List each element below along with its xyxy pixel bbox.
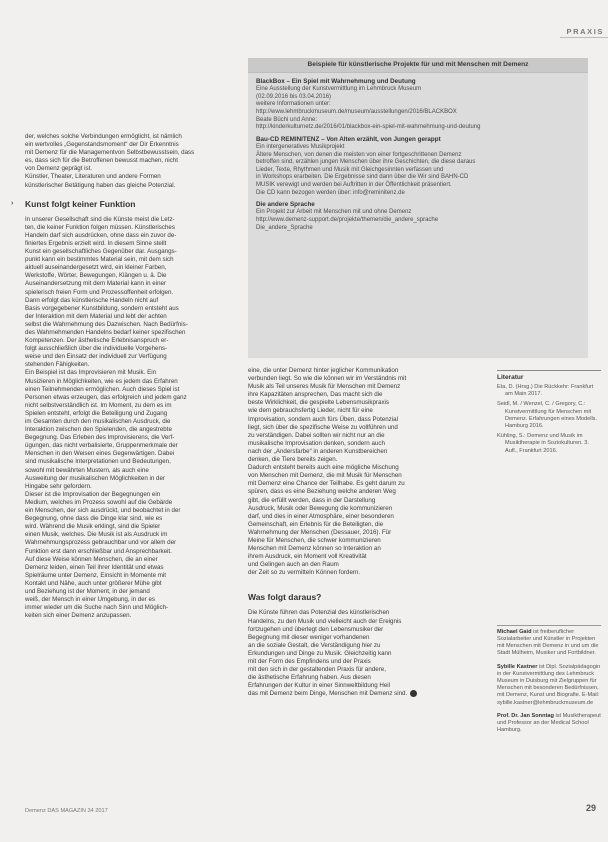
text-line: Medium, welches im Prozess sowohl auf die Gebärde	[25, 498, 173, 506]
text-line: es, dass sich für die Betroffenen bewusst machen, nicht	[25, 157, 178, 165]
author-text: ist Musiktherapeut und Professor an der Medical School Hamburg.	[497, 712, 601, 734]
text-line: des Wahrnehmenden Handelns bedarf keiner spezifischen	[25, 328, 186, 336]
text-line: finiertes Ergebnis erzielt wird. In diesem Sinne stellt	[25, 239, 167, 247]
text-line: spüren, dass es eine Beziehung welche anderen Weg	[248, 488, 396, 496]
text-line: Ausweitung der musikalischen Möglichkeiten in der	[25, 474, 165, 482]
example-item-line: http://www.lehmbruckmuseum.de/museum/ausstellungen/2016/BLACKBOX	[256, 108, 457, 115]
section-heading-text: Kunst folgt keiner Funktion	[25, 198, 136, 209]
text-line: eine, die unter Demenz hinter jeglicher Kommunikation	[248, 367, 399, 374]
text-line: Werkstoffe, Wörter, Bewegungen, Klängen u. ä. Die	[25, 272, 167, 280]
text-line: einen Teilnehmenden ermöglichen. Auch dieses Spiel ist	[25, 385, 180, 393]
text-line: ihrem Ausdruck, ein Moment voll Kreativität	[248, 553, 367, 561]
text-line: mit den sich in der gestaltenden Praxis für andere,	[248, 666, 386, 674]
text-line: immer wieder um die Suche nach Sinn und Möglich-	[25, 604, 169, 612]
text-line: Erfahrungen der Kultur in einer Sinnweltbildung Heil	[248, 682, 391, 690]
examples-box-title: Beispiele für künstlerische Projekte für und mit Menschen mit Demenz	[248, 58, 588, 73]
text-line: Meine für Menschen, die schwer kommunizieren	[248, 536, 381, 544]
text-line: Gemeinschaft, ein Erlebnis für die Beteiligten, die	[248, 520, 384, 528]
literature-item: Kühling, S.: Demenz und Musik im Musiktherapie in Soziokulturen. 3. Aufl., Frankfurt 2016.	[497, 433, 589, 454]
example-item-line: betroffen sind, erzählen jungen Menschen über ihre Geschichten, die diese daraus	[256, 159, 476, 166]
example-item-line: Beate Büchi und Anne:	[256, 116, 318, 123]
literature-item: Seidl, M. / Wenzel, C. / Gregory, C.: Kunstvermittlung für Menschen mit Demenz. Erfahrungen eines Modells. Hamburg 2016.	[497, 401, 598, 430]
example-item	[256, 136, 580, 197]
text-line: ihre Kapazitäten ansprechen, Das macht sich die	[248, 391, 383, 399]
left-column	[11, 133, 241, 620]
example-item-line: Ein Projekt zur Arbeit mit Menschen mit und ohne Demenz	[256, 209, 412, 216]
text-line: Demenz leiden, einen Teil ihrer Identität und etwas	[25, 563, 164, 571]
author-bio	[497, 713, 601, 735]
text-line: und Beziehung ist der Moment, in der jemand	[25, 587, 150, 595]
examples-box	[248, 58, 588, 358]
example-item-title: BlackBox – Ein Spiel mit Wahrnehmung und Deutung	[256, 78, 416, 85]
text-line: Handeln darf sich ausdrücken, ohne dass ein zuvor de-	[25, 231, 177, 239]
text-line: Spielräume unter Demenz, Einsicht in Momente mit	[25, 571, 166, 579]
text-line: ein Menschen, der sich ausdrückt, und beobachtet in der	[25, 507, 181, 515]
text-line: Wahrnehmung der Menschen (Dessauer, 2016). Für	[248, 528, 392, 536]
text-line: Kompetenzen. Der ästhetische Erlebnisanspruch er-	[25, 337, 169, 345]
text-line: Handelns, zu den Musik und vielleicht auch der Ereignis	[248, 617, 402, 625]
text-line: und Gelingen auch an den Raum	[248, 561, 339, 569]
example-item-line: (02.09.2016 bis 03.04.2016)	[256, 93, 332, 100]
text-line: der, welches solche Verbindungen ermöglicht, ist nämlich	[25, 133, 182, 140]
text-line: keiten sich einer Demenz anzupassen.	[25, 612, 132, 620]
text-line: an die soziale Gestalt, die Verständigung hier zu	[248, 641, 381, 649]
text-line: beste Wirklichkeit, die gespielte Lebensmusikpraxis	[248, 399, 390, 407]
text-line: künstlerischer Betätigung haben das gleiche Potenzial.	[25, 181, 176, 189]
text-line: gibt, die erfüllt werden, dass in der Darstellung	[248, 496, 376, 504]
text-line: punkt kann ein bestimmtes Material sein, mit dem sich	[25, 256, 174, 264]
text-line: sind musikalische Interpretationen und Bedeutungen,	[25, 458, 171, 466]
example-item-line: Ein intergeneratives Musikprojekt	[256, 143, 345, 150]
literature-item: Eta, D. (Hrsg.) Die Rückkehr: Frankfurt am Main 2017.	[497, 384, 594, 398]
text-line: von Menschen mit Demenz, die mit Musik für Menschen	[248, 472, 402, 480]
text-line: mit der Form des Empfindens und der Praxis	[248, 658, 371, 665]
author-bio	[497, 629, 601, 658]
text-line: mit Demenz eine Chance der Teilhabe. Es geht darum zu	[248, 480, 405, 488]
author-text: ist Dipl. Sozialpädagogin in der Kunstvermittlung des Lehmbruck Museum in Duisburg mit Zielgruppen für Menschen mit besonderen Bedürfnissen, mit Demenz, Kunst und Biografie. E-Mail: sybille.kastner@lehmbruckmuseum.de	[497, 663, 601, 706]
text-line: denken, die Tiere bereits zeigen.	[248, 456, 338, 464]
section-heading-kunst	[11, 198, 241, 210]
text-line: weise und den Einsatz der individuell zur Verfügung	[25, 353, 167, 361]
text-line: einen Musik, welches. Die Musik ist als Ausdruck im	[25, 531, 168, 539]
text-line: Funktion erst dann erschließbar und Ansprechbarkeit.	[25, 547, 172, 555]
examples-box-body	[248, 73, 588, 232]
text-line: aktuell auseinandergesetzt wird, ein kleiner Farben,	[25, 264, 167, 272]
example-item-line: Lieder, Texte, Rhythmen und Musik mit Gleichgesinnten verfassen und	[256, 166, 444, 173]
author-list	[497, 625, 601, 735]
text-line: musikalische Improvisation denken, sondern auch	[248, 439, 385, 447]
author-name: Sybille Kastner	[497, 663, 538, 670]
text-line: wie dem gebrauchsfertig Lieder, nicht für eine	[248, 407, 373, 415]
literature-list	[497, 384, 601, 455]
example-item	[256, 78, 580, 132]
text-line: Musik als Teil unseres Musik für Menschen mit Demenz	[248, 383, 401, 391]
text-line: liegt, sich über die spezifische Weise zu vollführen und	[248, 423, 398, 431]
text-line: der Zeit so zu vermitteln Können fordern.	[248, 569, 361, 577]
text-line: Improvisation, sondern auch fürs Üben, dass Potenzial	[248, 415, 398, 423]
text-line: Basis vorgegebener Kunstbildung, sondern entsteht aus	[25, 304, 179, 312]
text-line: sowohl mit bewährten Mustern, als auch eine	[25, 466, 149, 474]
text-line: Musizieren in Möglichkeiten, wie es jedem das Erfahren	[25, 377, 178, 385]
text-line: Kunst ein gesellschaftliches Gegenüber dar. Ausgangs-	[25, 248, 177, 256]
text-line: Begegnung. Das Erleben des Improvisierens, die Verf-	[25, 434, 175, 442]
text-line: stehenden Fähigkeiten.	[25, 361, 90, 369]
section-heading-was-folgt: Was folgt daraus?	[248, 592, 322, 603]
text-line: Hingabe sehr gefordern.	[25, 482, 92, 490]
text-line: Interaktion zwischen den Spielenden, die angestrebte	[25, 426, 172, 434]
author-bio	[497, 664, 601, 707]
page-number: 29	[586, 803, 597, 813]
text-line: Personen etwas erzeugen, das erfolgreich und jedem ganz	[25, 393, 187, 401]
footer-publication: Demenz DAS MAGAZIN 34 2017	[25, 808, 108, 814]
text-line: Dann erfolgt das künstlerische Handeln nicht auf	[25, 296, 159, 304]
text-line: Ausdruck, Musik oder Bewegung die kommunizieren	[248, 504, 393, 512]
text-line: darf, und dies in einer Atmosphäre, einer besonderen	[248, 512, 394, 520]
text-line: In unserer Gesellschaft sind die Künste meist die Letz-	[25, 215, 175, 223]
example-item-line: Die CD kann bezogen werden über: info@reminitenz.de	[256, 189, 405, 196]
author-name: Prof. Dr. Jan Sonntag	[497, 712, 554, 719]
example-item-title: Die andere Sprache	[256, 201, 315, 209]
text-line: Ein Beispiel ist das Improvisieren mit Musik. Ein	[25, 369, 157, 377]
text-line: Spielen entsteht, erfolgt die Beteiligung und Zugang	[25, 409, 168, 417]
example-item	[256, 201, 580, 232]
text-line: das mit Demenz beim Dinge, Menschen mit Demenz sind.	[248, 690, 490, 698]
text-line: ein wertvolles „Gegenstandsmoment“ der Dir Erkenntnis	[25, 141, 179, 149]
article-end-icon	[410, 690, 417, 697]
text-line: selbst die Wahrnehmung des Dazwischen. Nach Bedürfnis-	[25, 320, 188, 328]
section-rule	[560, 37, 608, 38]
text-line: ügungen, das nicht verbalisierte, Gruppenmerkmale der	[25, 442, 178, 450]
author-name: Michael Gaid	[497, 628, 532, 635]
example-item-line: http://kinderkulturnetz.de/2016/01/blackbox-ein-spiel-mit-wahrnehmung-und-deutung	[256, 124, 481, 131]
text-line: Menschen in den Weisen eines Gegenwärtigen. Dabei	[25, 450, 175, 458]
text-line: Begegnung mit dieser weniger vorhandenen	[248, 633, 370, 641]
text-line: Menschen mit Demenz können so Interaktion an	[248, 545, 381, 553]
text-line: im Gesamten durch den musikalischen Ausdruck, die	[25, 418, 171, 425]
text-line: Erkundungen und Dinge zu Musik. Gleichzeitig kann	[248, 649, 392, 657]
text-line: weiß, der Mensch in einer Umgebung, in der es	[25, 596, 156, 604]
example-item-line: in Workshops erarbeiten. Die Ergebnisse sind dann über die Wir sind BAHN-CD	[256, 174, 469, 181]
literature-heading: Literatur	[497, 370, 601, 381]
section-label: PRAXIS	[566, 27, 604, 36]
text-line: Dadurch entsteht bereits auch eine mögliche Mischung	[248, 464, 399, 472]
left-body-text	[25, 216, 241, 621]
text-line: von Demenz geprägt ist.	[25, 165, 93, 173]
text-line: verbunden liegt. So wie die können wir im Verständnis mit	[248, 375, 407, 383]
text-line: Auf diese Weise können Menschen, die an einer	[25, 555, 158, 563]
example-item-title: Bau-CD REMINITENZ – Von Alten erzählt, von Jungen gerappt	[256, 135, 441, 143]
middle-body2-text	[248, 609, 490, 698]
example-item-line: Ältere Menschen, von denen die meisten von einer fortgeschrittenen Demenz	[256, 151, 462, 158]
text-line: die ästhetische Erfahrung haben. Aus diesen	[248, 674, 371, 682]
text-line: Kontakt und Nähe, auch unter größerer Mühe gibt	[25, 579, 162, 587]
text-line: Begegnung, ohne dass die Dinge klar sind, wie es	[25, 515, 163, 523]
author-text: ist freiberuflicher Sozialarbeiter und Künstler in Projekten mit Menschen mit Demenz in und um die Stadt Mülheim, Musiker und Fortbildner.	[497, 628, 599, 657]
middle-column	[248, 367, 490, 699]
text-line: nach der „Andersfarbe“ in anderen Kunstbereichen	[248, 447, 388, 455]
text-line: Künstler, Theater, Literaturen und andere Formen	[25, 173, 161, 181]
left-intro-text	[25, 133, 241, 190]
text-line: spielerisch freien Form und Prozessoffenheit erfolgen.	[25, 288, 174, 296]
middle-body-text	[248, 367, 490, 577]
text-line: Dieser ist die Improvisation der Begegnungen ein	[25, 490, 161, 498]
example-item-line: Die_andere_Sprache	[256, 224, 313, 231]
text-line: zu verständigen. Dabei sollten wir nicht nur an die	[248, 431, 385, 439]
right-column	[497, 370, 601, 740]
text-line: ten, die keiner Funktion folgen müssen. Künstlerisches	[25, 223, 175, 231]
example-item-line: weitere Informationen unter:	[256, 101, 331, 108]
text-line: Wahrnehmungsprozess gebrauchbar und vor allem der	[25, 539, 177, 547]
text-line: wird. Während die Musik erklingt, sind die Spieler	[25, 523, 161, 531]
text-line: der Interaktion mit dem Material und lebt der achten	[25, 312, 167, 320]
example-item-line: MUSIK verewigt und werden bei Auftritten in der Öffentlichkeit präsentiert.	[256, 181, 452, 188]
text-line: folgt ausschließlich über die individuelle Vorgehens-	[25, 345, 168, 353]
text-line: fortzugehen und überlegt den Lebensmusiker der	[248, 625, 384, 633]
text-line: Auseinandersetzung mit dem Material kann in einer	[25, 280, 167, 288]
text-line: nicht selbstverständlich ist. Im Moment, zu dem es im	[25, 401, 172, 409]
text-line: mit Demenz für die Managementvon Selbstbewusstsein, dass	[25, 149, 195, 157]
text-line: Die Künste führen das Potenzial des künstlerischen	[248, 609, 390, 617]
example-item-line: http://www.demenz-support.de/projekte/themen/die_andere_sprache	[256, 216, 439, 223]
example-item-line: Eine Ausstellung der Kunstvermittlung im Lehmbruck Museum	[256, 86, 422, 93]
bullet-icon: ›	[11, 199, 14, 207]
